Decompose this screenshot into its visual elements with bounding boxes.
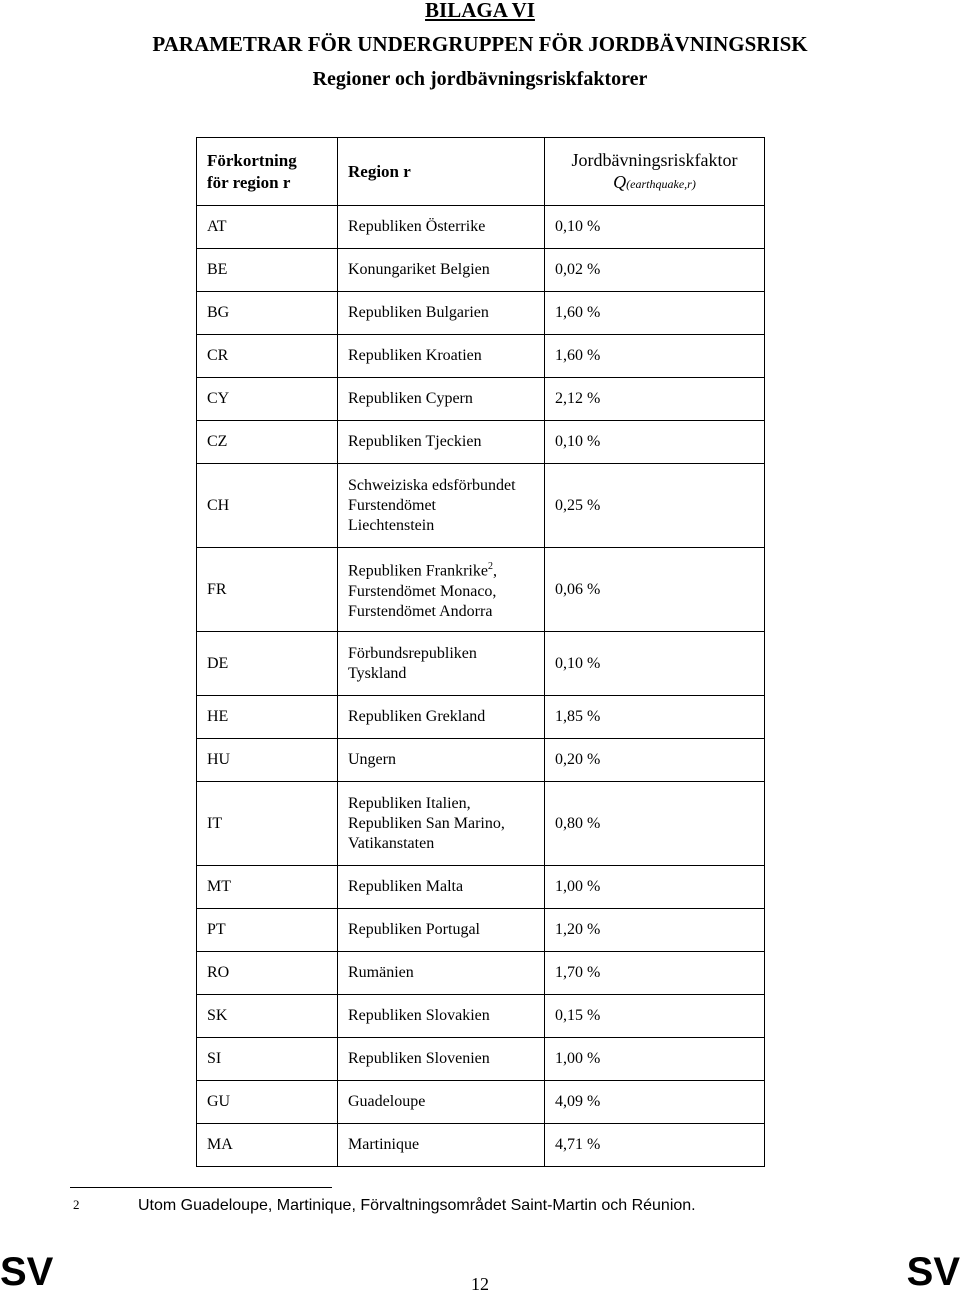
- risk-factor: 1,60 %: [545, 335, 765, 378]
- region-name: Republiken Portugal: [338, 909, 545, 952]
- column-header-abbreviation-line2: för region r: [207, 172, 291, 192]
- risk-factor: 1,00 %: [545, 866, 765, 909]
- region-name-line: Furstendömet: [348, 496, 436, 514]
- region-code: AT: [197, 206, 338, 249]
- column-header-risk-factor-line1: Jordbävningsriskfaktor: [571, 149, 738, 170]
- region-code: SK: [197, 995, 338, 1038]
- risk-factor: 2,12 %: [545, 378, 765, 421]
- risk-factor: 0,10 %: [545, 421, 765, 464]
- table-row: [197, 909, 765, 952]
- risk-factor: 1,70 %: [545, 952, 765, 995]
- region-code: IT: [197, 782, 338, 866]
- risk-factor: 4,71 %: [545, 1124, 765, 1167]
- region-name: Republiken Österrike: [338, 206, 545, 249]
- region-code: CY: [197, 378, 338, 421]
- table-row: [197, 548, 765, 632]
- region-name-part: , Furstendömet Monaco, Furstendömet Andorra: [348, 562, 497, 620]
- region-name: Republiken Kroatien: [338, 335, 545, 378]
- region-name: Republiken Grekland: [338, 696, 545, 739]
- table-row: [197, 952, 765, 995]
- table-row: [197, 249, 765, 292]
- table-row: [197, 782, 765, 866]
- language-code-right: SV: [906, 1250, 960, 1294]
- risk-factor: 0,10 %: [545, 206, 765, 249]
- region-name-line: Förbundsrepubliken: [348, 644, 477, 662]
- risk-factor: 1,00 %: [545, 1038, 765, 1081]
- page-subtitle: Regioner och jordbävningsriskfaktorer: [312, 68, 648, 90]
- risk-factor: 1,60 %: [545, 292, 765, 335]
- region-name: Republiken Cypern: [338, 378, 545, 421]
- region-code: MT: [197, 866, 338, 909]
- risk-factor: 0,15 %: [545, 995, 765, 1038]
- table-row: [197, 1038, 765, 1081]
- risk-factor: 0,06 %: [545, 548, 765, 632]
- language-code-left: SV: [0, 1250, 54, 1294]
- region-name: Konungariket Belgien: [338, 249, 545, 292]
- region-name: [338, 548, 545, 632]
- region-code: CZ: [197, 421, 338, 464]
- table-row: [197, 421, 765, 464]
- region-code: DE: [197, 632, 338, 696]
- region-code: BG: [197, 292, 338, 335]
- footnote-text: Utom Guadeloupe, Martinique, Förvaltningsområdet Saint-Martin och Réunion.: [138, 1197, 696, 1214]
- region-name: Ungern: [338, 739, 545, 782]
- table-row: [197, 292, 765, 335]
- region-name: Republiken Slovakien: [338, 995, 545, 1038]
- region-name: Rumänien: [338, 952, 545, 995]
- region-name: Guadeloupe: [338, 1081, 545, 1124]
- column-header-region: [338, 138, 545, 206]
- table-row: [197, 206, 765, 249]
- region-code: FR: [197, 548, 338, 632]
- table-row: [197, 335, 765, 378]
- region-name: Republiken Slovenien: [338, 1038, 545, 1081]
- table-row: [197, 1124, 765, 1167]
- risk-factor-subscript: (earthquake,r): [626, 176, 696, 191]
- region-name: Republiken Malta: [338, 866, 545, 909]
- risk-factor: 4,09 %: [545, 1081, 765, 1124]
- table-header-row: [197, 138, 765, 206]
- region-name-line: Tyskland: [348, 664, 407, 682]
- risk-factor: 0,25 %: [545, 464, 765, 548]
- region-code: RO: [197, 952, 338, 995]
- region-name: Martinique: [338, 1124, 545, 1167]
- table-row: [197, 739, 765, 782]
- column-header-risk-factor: [545, 138, 765, 206]
- region-name: [338, 464, 545, 548]
- risk-factor: 1,20 %: [545, 909, 765, 952]
- region-code: PT: [197, 909, 338, 952]
- risk-factor-symbol: Q: [613, 171, 627, 192]
- risk-factor: 0,10 %: [545, 632, 765, 696]
- region-code: CR: [197, 335, 338, 378]
- risk-factor: 0,80 %: [545, 782, 765, 866]
- table-row: [197, 866, 765, 909]
- table-row: [197, 632, 765, 696]
- table-row: [197, 378, 765, 421]
- risk-factor: 1,85 %: [545, 696, 765, 739]
- footnote-reference: 2: [487, 561, 493, 573]
- region-code: MA: [197, 1124, 338, 1167]
- table-row: [197, 995, 765, 1038]
- region-code: BE: [197, 249, 338, 292]
- region-name-line: Liechtenstein: [348, 516, 435, 534]
- region-code: HE: [197, 696, 338, 739]
- risk-factor: 0,20 %: [545, 739, 765, 782]
- annex-heading: BILAGA VI: [425, 0, 535, 22]
- footnote-number: 2: [73, 1197, 80, 1212]
- table-row: [197, 696, 765, 739]
- region-name: Republiken Tjeckien: [338, 421, 545, 464]
- risk-factor: 0,02 %: [545, 249, 765, 292]
- page-title: PARAMETRAR FÖR UNDERGRUPPEN FÖR JORDBÄVNINGSRISK: [152, 32, 808, 56]
- region-name-part: Republiken Frankrike: [348, 562, 488, 580]
- table-row: [197, 1081, 765, 1124]
- column-header-abbreviation-line1: Förkortning: [207, 150, 297, 170]
- page-number: 12: [471, 1274, 489, 1294]
- region-code: HU: [197, 739, 338, 782]
- region-name: Republiken Bulgarien: [338, 292, 545, 335]
- region-code: GU: [197, 1081, 338, 1124]
- footnote-divider: [70, 1187, 332, 1188]
- column-header-abbreviation: [197, 138, 338, 206]
- table-row: [197, 464, 765, 548]
- region-name: [338, 632, 545, 696]
- region-code: CH: [197, 464, 338, 548]
- region-code: SI: [197, 1038, 338, 1081]
- region-name-line: Schweiziska edsförbundet: [348, 476, 516, 494]
- earthquake-risk-table: [196, 137, 765, 1167]
- column-header-region-label: Region r: [348, 161, 411, 181]
- region-name: Republiken Italien, Republiken San Marino, Vatikanstaten: [338, 782, 545, 866]
